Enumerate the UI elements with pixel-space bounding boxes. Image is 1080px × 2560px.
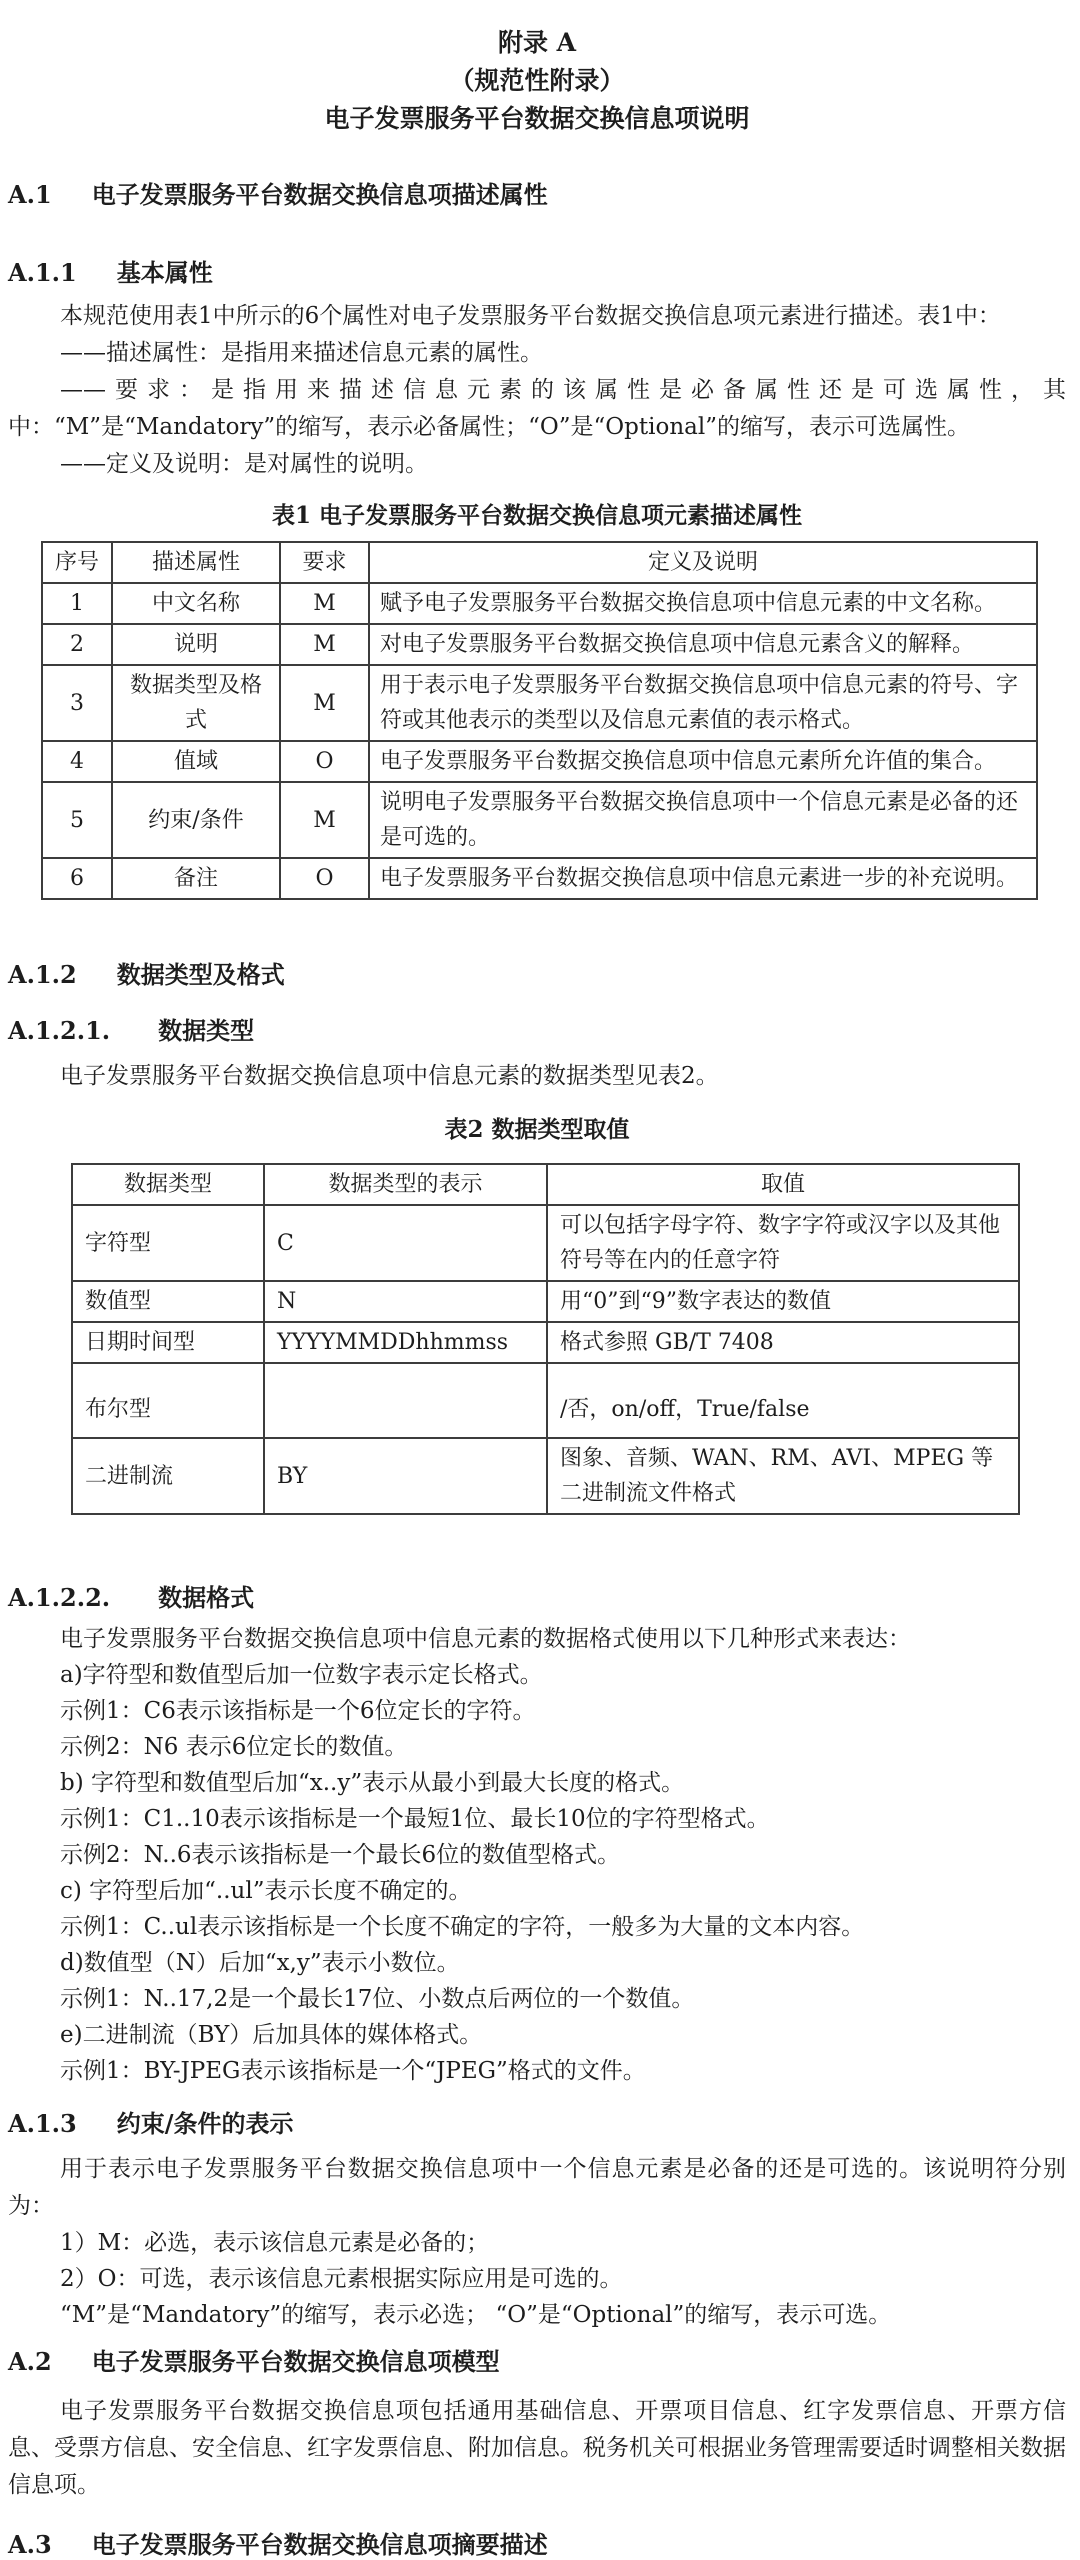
- a11-bullet-3: ——定义及说明：是对属性的说明。: [60, 451, 428, 477]
- table-cell: 电子发票服务平台数据交换信息项中信息元素进一步的补充说明。: [369, 858, 1037, 899]
- format-line: 示例1：C..ul表示该指标是一个长度不确定的字符，一般多为大量的文本内容。: [60, 1914, 865, 1940]
- section-a12-heading: [8, 960, 1066, 990]
- table-header-cell: 数据类型: [72, 1164, 264, 1205]
- format-line: e)二进制流（BY）后加具体的媒体格式。: [60, 2022, 483, 2048]
- section-title: 数据格式: [158, 1583, 255, 1612]
- table-cell: M: [280, 665, 369, 741]
- format-line: 示例1：C1..10表示该指标是一个最短1位、最长10位的字符型格式。: [60, 1806, 770, 1832]
- section-title: 数据类型及格式: [116, 960, 285, 989]
- a13-item-1: 1）M：必选，表示该信息元素是必备的；: [60, 2230, 490, 2256]
- table-cell: 数据类型及格式: [112, 665, 280, 741]
- a2-body-paragraph: 电子发票服务平台数据交换信息项包括通用基础信息、开票项目信息、红字发票信息、开票方信息、受票方信息、安全信息、红字发票信息、附加信息。税务机关可根据业务管理需要适时调整相关数据信息项。: [8, 2398, 1066, 2498]
- table-row: [72, 1281, 1019, 1322]
- table-row: [72, 1322, 1019, 1363]
- table-cell: 用“0”到“9”数字表达的数值: [547, 1281, 1019, 1322]
- section-title: 电子发票服务平台数据交换信息项模型: [91, 2347, 500, 2376]
- table-cell: 布尔型: [72, 1363, 264, 1438]
- table-cell: [264, 1363, 547, 1438]
- table-header-cell: 定义及说明: [369, 542, 1037, 583]
- section-a1-heading: [8, 180, 1066, 210]
- format-line: 示例1：N..17,2是一个最长17位、小数点后两位的一个数值。: [60, 1986, 695, 2012]
- format-line: 示例2：N..6表示该指标是一个最长6位的数值型格式。: [60, 1842, 621, 1868]
- table-header-row: [42, 542, 1037, 583]
- table-cell: 对电子发票服务平台数据交换信息项中信息元素含义的解释。: [369, 624, 1037, 665]
- table-header-cell: 描述属性: [112, 542, 280, 583]
- a11-bullet-2: ——要求：是指用来描述信息元素的该属性是必备属性还是可选属性，其中：“M”是“Mandatory”的缩写，表示必备属性；“O”是“Optional”的缩写，表示可选属性。: [8, 377, 1066, 440]
- table-cell: C: [264, 1205, 547, 1281]
- table-cell: /否，on/off，True/false: [547, 1363, 1019, 1438]
- table-row: [72, 1363, 1019, 1438]
- table-cell: 中文名称: [112, 583, 280, 624]
- table-cell: 4: [42, 741, 112, 782]
- table-row: [42, 741, 1037, 782]
- table-header-cell: 序号: [42, 542, 112, 583]
- table-cell: 可以包括字母字符、数字字符或汉字以及其他符号等在内的任意字符: [547, 1205, 1019, 1281]
- format-line: c) 字符型后加“..ul”表示长度不确定的。: [60, 1878, 472, 1904]
- table-cell: 1: [42, 583, 112, 624]
- a13-note: “M”是“Mandatory”的缩写，表示必选； “O”是“Optional”的缩写，表示可选。: [60, 2302, 892, 2328]
- table-cell: 日期时间型: [72, 1322, 264, 1363]
- table-cell: YYYYMMDDhhmmss: [264, 1322, 547, 1363]
- table-cell: 电子发票服务平台数据交换信息项中信息元素所允许值的集合。: [369, 741, 1037, 782]
- table-cell: M: [280, 782, 369, 858]
- table-row: [42, 782, 1037, 858]
- section-a121-heading: [8, 1016, 1066, 1046]
- format-line: 示例2：N6 表示6位定长的数值。: [60, 1734, 408, 1760]
- table-cell: 约束/条件: [112, 782, 280, 858]
- a122-format-lines: [8, 1621, 1066, 2089]
- appendix-subtitle: （规范性附录）: [449, 66, 625, 95]
- table1: [41, 541, 1038, 900]
- table-cell: M: [280, 624, 369, 665]
- table-header-cell: 取值: [547, 1164, 1019, 1205]
- a11-bullet-1: ——描述属性：是指用来描述信息元素的属性。: [60, 340, 543, 366]
- table-cell: 说明: [112, 624, 280, 665]
- format-line: d)数值型（N）后加“x,y”表示小数位。: [60, 1950, 460, 1976]
- table-row: [42, 583, 1037, 624]
- table-cell: 值域: [112, 741, 280, 782]
- table-cell: 3: [42, 665, 112, 741]
- table-cell: 备注: [112, 858, 280, 899]
- a11-intro-paragraph: 本规范使用表1中所示的6个属性对电子发票服务平台数据交换信息项元素进行描述。表1中：: [60, 303, 1001, 329]
- table-row: [72, 1205, 1019, 1281]
- appendix-heading: 电子发票服务平台数据交换信息项说明: [324, 104, 750, 133]
- table2-caption: 表2 数据类型取值: [444, 1116, 630, 1143]
- table-cell: 5: [42, 782, 112, 858]
- table-cell: 6: [42, 858, 112, 899]
- table-cell: 2: [42, 624, 112, 665]
- table-row: [42, 858, 1037, 899]
- section-title: 数据类型: [158, 1016, 255, 1045]
- section-number: A.1.1: [8, 258, 77, 287]
- table-cell: 字符型: [72, 1205, 264, 1281]
- format-line: 示例1：BY-JPEG表示该指标是一个“JPEG”格式的文件。: [60, 2058, 646, 2084]
- a13-intro-paragraph: 用于表示电子发票服务平台数据交换信息项中一个信息元素是必备的还是可选的。该说明符分别为：: [8, 2156, 1066, 2219]
- table-cell: O: [280, 858, 369, 899]
- format-line: 电子发票服务平台数据交换信息项中信息元素的数据格式使用以下几种形式来表达：: [60, 1626, 911, 1652]
- table1-caption: 表1 电子发票服务平台数据交换信息项元素描述属性: [271, 502, 802, 529]
- table-cell: 图象、音频、WAN、RM、AVI、MPEG 等二进制流文件格式: [547, 1438, 1019, 1514]
- table-cell: O: [280, 741, 369, 782]
- format-line: a)字符型和数值型后加一位数字表示定长格式。: [60, 1662, 543, 1688]
- section-a122-heading: [8, 1583, 1066, 1613]
- section-a11-heading: [8, 258, 1066, 288]
- table-cell: 格式参照 GB/T 7408: [547, 1322, 1019, 1363]
- table-cell: 数值型: [72, 1281, 264, 1322]
- section-title: 电子发票服务平台数据交换信息项描述属性: [91, 180, 548, 209]
- table2: [71, 1163, 1020, 1515]
- table-cell: 用于表示电子发票服务平台数据交换信息项中信息元素的符号、字符或其他表示的类型以及信息元素值的表示格式。: [369, 665, 1037, 741]
- a121-intro-paragraph: 电子发票服务平台数据交换信息项中信息元素的数据类型见表2。: [60, 1063, 719, 1089]
- section-number: A.1.2.2.: [8, 1583, 111, 1612]
- table-header-cell: 要求: [280, 542, 369, 583]
- table-cell: 赋予电子发票服务平台数据交换信息项中信息元素的中文名称。: [369, 583, 1037, 624]
- format-line: b) 字符型和数值型后加“x..y”表示从最小到最大长度的格式。: [60, 1770, 685, 1796]
- a13-item-2: 2）O：可选，表示该信息元素根据实际应用是可选的。: [60, 2266, 623, 2292]
- table-cell: 说明电子发票服务平台数据交换信息项中一个信息元素是必备的还是可选的。: [369, 782, 1037, 858]
- section-number: A.1.3: [8, 2109, 77, 2138]
- section-number: A.1: [8, 180, 52, 209]
- table-cell: N: [264, 1281, 547, 1322]
- section-a2-heading: [8, 2347, 1066, 2377]
- section-title: 电子发票服务平台数据交换信息项摘要描述: [91, 2530, 548, 2559]
- appendix-title: 附录 A: [497, 28, 577, 57]
- table-header-row: [72, 1164, 1019, 1205]
- table-row: [42, 665, 1037, 741]
- section-number: A.1.2: [8, 960, 77, 989]
- table-row: [42, 624, 1037, 665]
- table-row: [72, 1438, 1019, 1514]
- section-title: 约束/条件的表示: [116, 2109, 294, 2138]
- section-number: A.2: [8, 2347, 52, 2376]
- section-a3-heading: [8, 2530, 1066, 2560]
- table-cell: 二进制流: [72, 1438, 264, 1514]
- section-a13-heading: [8, 2109, 1066, 2139]
- table-header-cell: 数据类型的表示: [264, 1164, 547, 1205]
- section-title: 基本属性: [116, 258, 213, 287]
- section-number: A.3: [8, 2530, 52, 2559]
- table-cell: M: [280, 583, 369, 624]
- format-line: 示例1：C6表示该指标是一个6位定长的字符。: [60, 1698, 536, 1724]
- table-cell: BY: [264, 1438, 547, 1514]
- section-number: A.1.2.1.: [8, 1016, 111, 1045]
